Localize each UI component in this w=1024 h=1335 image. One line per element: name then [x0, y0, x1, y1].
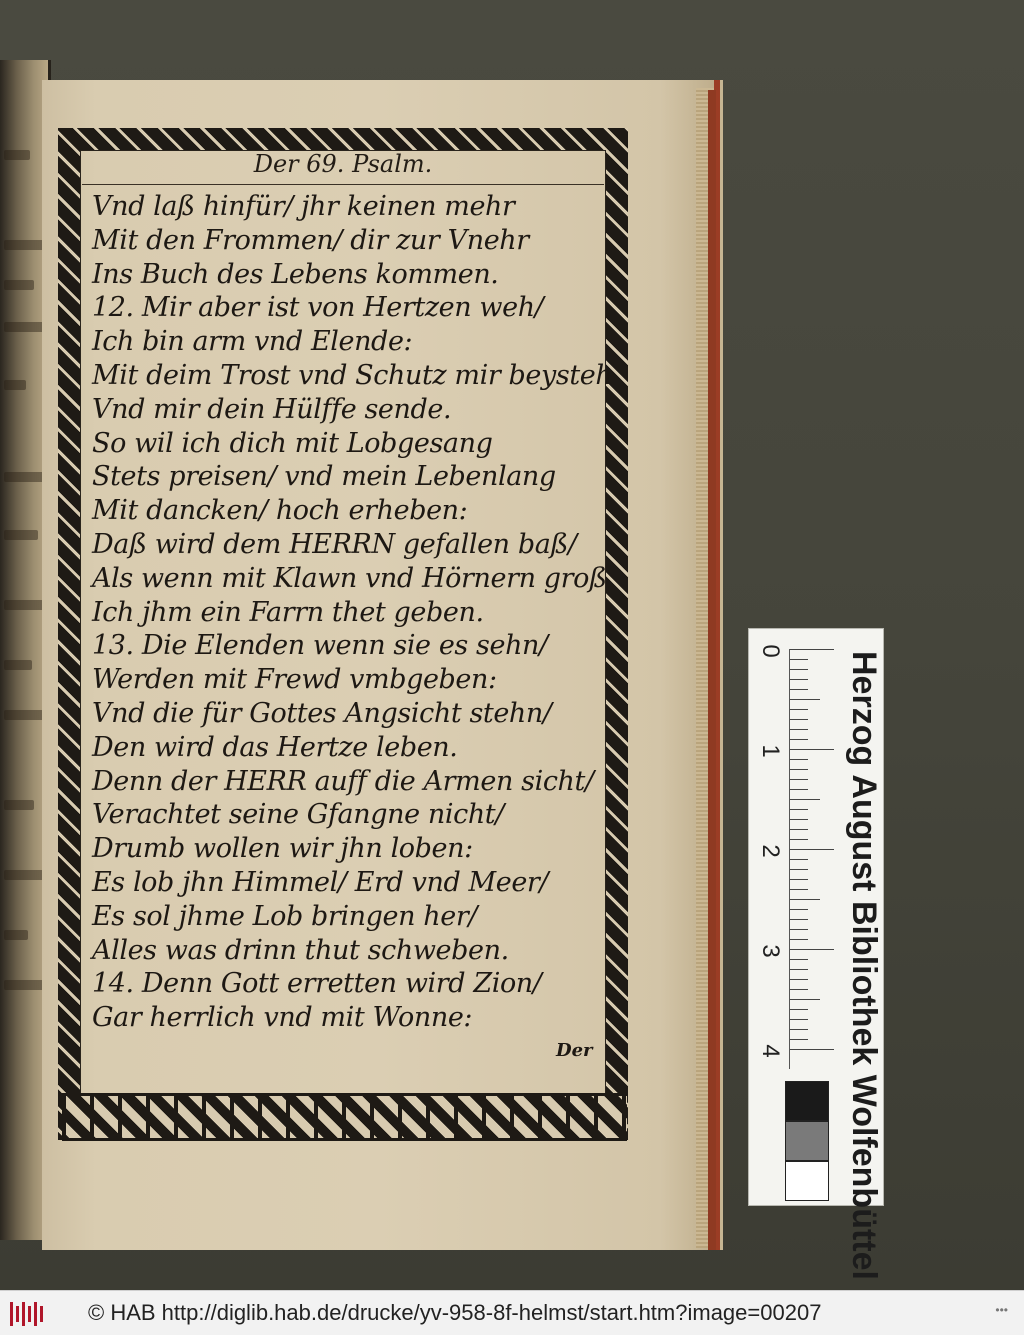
- verse-line: 12. Mir aber ist von Hertzen weh/: [92, 292, 544, 324]
- more-dots-icon[interactable]: •••: [995, 1303, 1008, 1317]
- ghost-text: [4, 280, 34, 290]
- gray-swatch: [785, 1161, 829, 1201]
- gray-swatch: [785, 1081, 829, 1121]
- ghost-text: [4, 800, 34, 810]
- verse-line: Vnd laß hinfür/ jhr keinen mehr: [92, 191, 515, 222]
- verse-line: Verachtet seine Gfangne nicht/: [92, 799, 504, 831]
- verse-line: Mit deim Trost vnd Schutz mir beysteh: [92, 360, 613, 391]
- ruler-tick: [790, 759, 808, 760]
- ruler-tick: [790, 649, 834, 650]
- ghost-text: [4, 600, 44, 610]
- ruler-tick: [790, 699, 820, 700]
- ruler-tick: [790, 799, 820, 800]
- ruler-tick: [790, 659, 808, 660]
- verse-line: Es sol jhme Lob bringen her/: [92, 900, 478, 932]
- ruler-tick: [790, 779, 808, 780]
- ruler-tick: [790, 719, 808, 720]
- ruler-tick: [790, 879, 808, 880]
- ruler-tick: [790, 709, 808, 710]
- ghost-text: [4, 472, 44, 482]
- ruler-tick: [790, 999, 820, 1000]
- ghost-text: [4, 380, 26, 390]
- ruler-tick: [790, 1049, 834, 1050]
- ghost-text: [4, 322, 44, 332]
- ghost-text: [4, 150, 30, 160]
- ruler-tick: [790, 889, 808, 890]
- ruler-tick: [790, 1019, 808, 1020]
- verse-line: So wil ich dich mit Lobgesang: [92, 427, 493, 459]
- ruler-tick: [790, 899, 820, 900]
- verse-line: Als wenn mit Klawn vnd Hörnern groß: [92, 562, 607, 594]
- ghost-text: [4, 930, 28, 940]
- verse-line: 13. Die Elenden wenn sie es sehn/: [92, 630, 548, 662]
- ruler-tick: [790, 669, 808, 670]
- scale-ruler: [748, 628, 884, 1280]
- ghost-text: [4, 530, 38, 540]
- ruler-tick: [790, 769, 808, 770]
- ruler-tick: [790, 849, 834, 850]
- hab-logo-icon: [8, 1298, 48, 1328]
- catchword: Der: [556, 1040, 593, 1061]
- ruler-tick: [790, 919, 808, 920]
- ruler-tick: [790, 789, 808, 790]
- ruler-tick: [790, 839, 808, 840]
- ruler-number: 0: [757, 644, 784, 658]
- verse-line: Gar herrlich vnd mit Wonne:: [92, 1002, 473, 1034]
- ruler-tick: [790, 689, 808, 690]
- verse-line: Drumb wollen wir jhn loben:: [92, 833, 473, 865]
- ghost-text: [4, 870, 44, 880]
- verse-line: Ins Buch des Lebens kommen.: [92, 258, 499, 290]
- ruler-tick: [790, 929, 808, 930]
- page-header: Der 69. Psalm.: [82, 150, 604, 185]
- ghost-text: [4, 980, 44, 990]
- ruler-tick: [790, 909, 808, 910]
- ruler-tick: [790, 679, 808, 680]
- verse-line: Alles was drinn thut schweben.: [92, 934, 509, 966]
- ghost-text: [4, 660, 32, 670]
- ruler-tick: [790, 739, 808, 740]
- ruler-tick: [790, 729, 808, 730]
- ruler-tick: [790, 1029, 808, 1030]
- ruler-number: 2: [757, 844, 784, 858]
- verse-line: Es lob jhn Himmel/ Erd vnd Meer/: [92, 867, 549, 898]
- ruler-number: 4: [757, 1044, 784, 1058]
- ruler-tick: [790, 859, 808, 860]
- ruler-tick: [790, 969, 808, 970]
- ruler-tick: [790, 1009, 808, 1010]
- verse-line: Werden mit Frewd vmbgeben:: [92, 664, 497, 696]
- ruler-tick: [790, 949, 834, 950]
- ghost-text: [4, 710, 44, 720]
- red-page-edge: [708, 90, 716, 1250]
- ruler-tick: [790, 749, 834, 750]
- ruler-scale: [757, 644, 838, 1069]
- ornamental-bottom-band: [62, 1093, 627, 1141]
- verse-line: Den wird das Hertze leben.: [92, 731, 458, 763]
- verse-line: Ich bin arm vnd Elende:: [92, 326, 413, 358]
- verse-line: Denn der HERR auff die Armen sicht/: [92, 765, 594, 797]
- ruler-tick: [790, 1039, 808, 1040]
- verse-line: Mit dancken/ hoch erheben:: [92, 495, 468, 527]
- verse-line: Stets preisen/ vnd mein Lebenlang: [92, 461, 556, 493]
- ruler-tick: [790, 979, 808, 980]
- verse-line: Mit den Frommen/ dir zur Vnehr: [92, 224, 529, 256]
- ruler-tick: [790, 939, 808, 940]
- verse-line: 14. Denn Gott erretten wird Zion/: [92, 968, 542, 1000]
- ruler-tick: [790, 819, 808, 820]
- footer-bar: [0, 1290, 1024, 1335]
- ruler-tick: [790, 829, 808, 830]
- ruler-tick: [790, 989, 808, 990]
- ghost-text: [4, 240, 44, 250]
- ruler-number: 3: [757, 944, 784, 958]
- verse-line: Ich jhm ein Farrn thet geben.: [92, 596, 484, 628]
- ruler-tick: [790, 959, 808, 960]
- verse-line: Daß wird dem HERRN gefallen baß/: [92, 529, 577, 560]
- ruler-tick: [790, 869, 808, 870]
- verse-line: Vnd die für Gottes Angsicht stehn/: [92, 698, 552, 729]
- copyright-link[interactable]: © HAB http://diglib.hab.de/drucke/yv-958-8f-helmst/start.htm?image=00207: [88, 1300, 822, 1325]
- ruler-tick: [790, 809, 808, 810]
- institution-label: Herzog August Bibliothek Wolfenbüttel: [845, 651, 883, 1280]
- gray-swatch: [785, 1121, 829, 1161]
- verse-line: Vnd mir dein Hülffe sende.: [92, 393, 452, 425]
- ruler-number: 1: [757, 744, 784, 758]
